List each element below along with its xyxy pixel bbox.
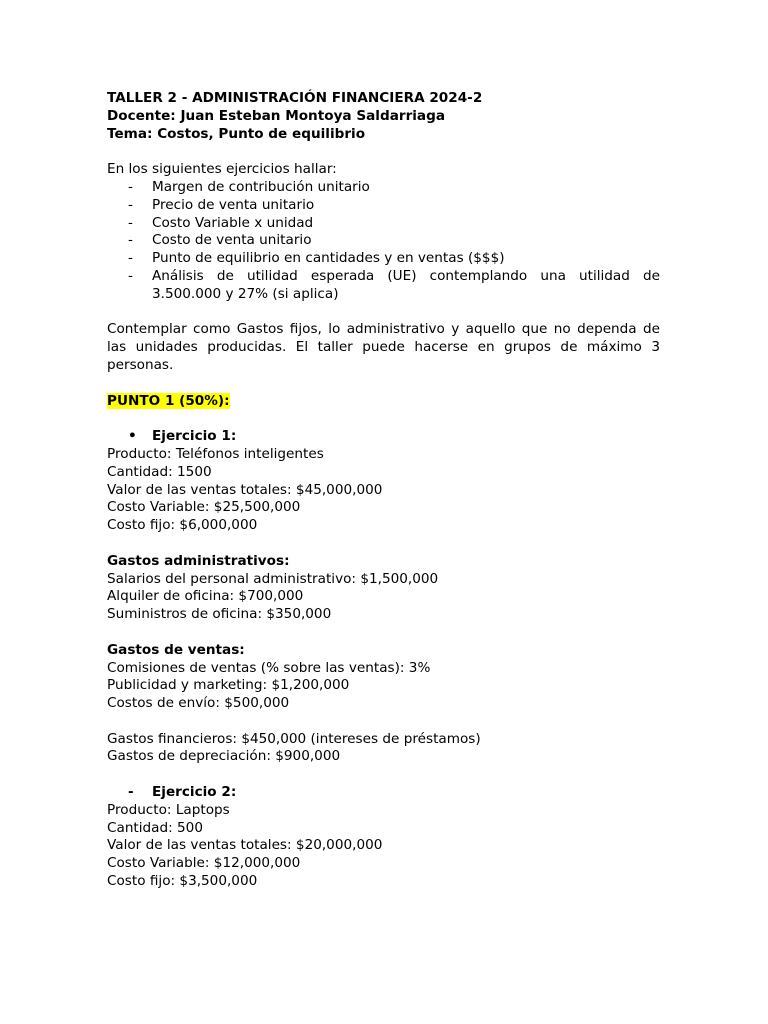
spacer	[107, 410, 660, 428]
ej1-line: Cantidad: 1500	[107, 463, 212, 480]
list-item: - Costo Variable x unidad	[128, 214, 314, 231]
list-item: - Análisis de utilidad esperada (UE) contemplando una utilidad de 3.500.000 y 27% (si aplica)	[128, 267, 660, 302]
spacer	[107, 375, 660, 393]
tasks-list	[107, 179, 660, 304]
spacer	[107, 713, 660, 731]
dash-marker: -	[128, 250, 133, 267]
dash-marker: -	[128, 214, 133, 231]
ej2-line: Costo Variable: $12,000,000	[107, 855, 301, 872]
dash-marker: -	[128, 196, 133, 213]
sales-line: Comisiones de ventas (% sobre las ventas): 3%	[107, 659, 431, 676]
sales-line: Costos de envío: $500,000	[107, 695, 290, 712]
teacher-line: Docente: Juan Esteban Montoya Saldarriaga	[107, 107, 446, 124]
sales-expenses-heading: Gastos de ventas:	[107, 641, 245, 658]
other-expense-line: Gastos de depreciación: $900,000	[107, 748, 341, 765]
dash-marker: -	[128, 232, 133, 249]
punto1-heading	[107, 393, 660, 411]
ej2-line: Costo fijo: $3,500,000	[107, 873, 258, 890]
dash-marker: -	[128, 784, 134, 801]
highlighted-label: PUNTO 1 (50%):	[107, 392, 230, 409]
ej1-line: Valor de las ventas totales: $45,000,000	[107, 481, 383, 498]
admin-line: Alquiler de oficina: $700,000	[107, 588, 304, 605]
intro-lead: En los siguientes ejercicios hallar:	[107, 161, 337, 178]
note-paragraph: Contemplar como Gastos fijos, lo administrativo y aquello que no dependa de las unidades producidas. El taller puede hacerse en grupos de máximo 3 personas.	[107, 321, 660, 373]
ejercicio1-heading: • Ejercicio 1:	[128, 428, 237, 445]
document-title: TALLER 2 - ADMINISTRACIÓN FINANCIERA 2024-2	[107, 90, 483, 106]
ej2-line: Valor de las ventas totales: $20,000,000	[107, 837, 383, 854]
admin-line: Salarios del personal administrativo: $1,500,000	[107, 570, 439, 587]
admin-line: Suministros de oficina: $350,000	[107, 606, 332, 623]
spacer	[107, 304, 660, 322]
bullet-marker: •	[128, 428, 137, 445]
sales-line: Publicidad y marketing: $1,200,000	[107, 677, 350, 694]
admin-expenses-heading: Gastos administrativos:	[107, 552, 290, 569]
dash-marker: -	[128, 178, 133, 195]
ej1-line: Costo Variable: $25,500,000	[107, 499, 301, 516]
topic-line: Tema: Costos, Punto de equilibrio	[107, 125, 366, 142]
list-item: - Costo de venta unitario	[128, 232, 312, 249]
list-item: - Punto de equilibrio en cantidades y en ventas ($$$)	[128, 250, 505, 267]
ej2-line: Cantidad: 500	[107, 819, 203, 836]
spacer	[107, 143, 660, 161]
list-item: - Margen de contribución unitario	[128, 178, 370, 195]
spacer	[107, 766, 660, 784]
ej2-line: Producto: Laptops	[107, 801, 230, 818]
ej1-line: Costo fijo: $6,000,000	[107, 517, 258, 534]
ejercicio2-heading: - Ejercicio 2:	[128, 784, 237, 801]
other-expense-line: Gastos financieros: $450,000 (intereses de préstamos)	[107, 730, 481, 747]
document-page	[107, 90, 660, 891]
ej1-line: Producto: Teléfonos inteligentes	[107, 445, 324, 462]
spacer	[107, 624, 660, 642]
spacer	[107, 535, 660, 553]
dash-marker: -	[128, 267, 133, 284]
list-item: - Precio de venta unitario	[128, 196, 315, 213]
